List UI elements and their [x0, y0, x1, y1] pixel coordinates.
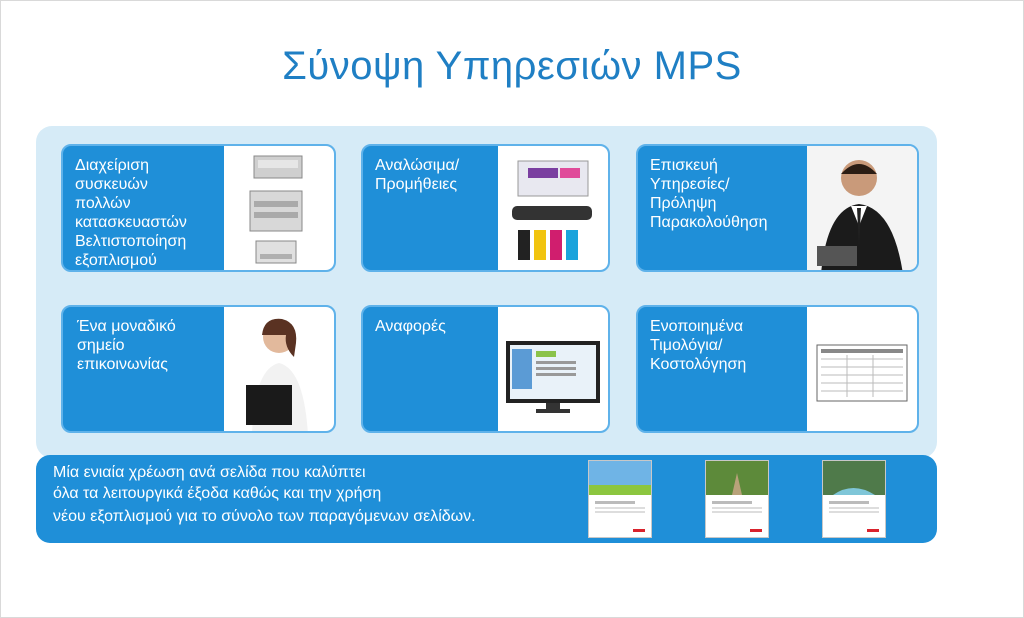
card-label: Αναφορές [375, 318, 446, 335]
card-label: Επισκευή Υπηρεσίες/ Πρόληψη Παρακολούθηση [650, 157, 768, 231]
card-unified-invoicing [636, 305, 919, 433]
card-label: Ένα μοναδικό σημείο επικοινωνίας [77, 318, 176, 373]
card-label: Ενοποιημένα Τιμολόγια/ Κοστολόγηση [650, 318, 747, 373]
pricing-line: όλα τα λειτουργικά έξοδα καθώς και την χρήση [53, 485, 382, 502]
pricing-line: Μία ενιαία χρέωση ανά σελίδα που καλύπτει [53, 464, 366, 481]
toner-supplies-image [498, 146, 608, 270]
woman-with-folder-image [224, 307, 334, 431]
support-agent-headset-image [807, 146, 917, 270]
brochure-sky-image [588, 460, 652, 538]
pricing-text [53, 462, 476, 527]
printers-image [224, 146, 334, 270]
brochure-river-image [822, 460, 886, 538]
card-label: Αναλώσιμα/ Προμήθειες [375, 157, 460, 193]
brochure-forest-path-image [705, 460, 769, 538]
pricing-banner [36, 455, 937, 543]
card-reports [361, 305, 610, 433]
card-label: Διαχείριση συσκευών πολλών κατασκευαστών Βελτιστοποίηση εξοπλισμού [75, 157, 187, 269]
card-device-management [61, 144, 336, 272]
card-single-contact [61, 305, 336, 433]
card-repair-services [636, 144, 919, 272]
card-supplies [361, 144, 610, 272]
monitor-report-image [498, 307, 608, 431]
pricing-line: νέου εξοπλισμού για το σύνολο των παραγόμενων σελίδων. [53, 508, 476, 525]
slide-title: Σύνοψη Υπηρεσιών MPS [282, 44, 742, 88]
invoice-document-image [807, 307, 917, 431]
